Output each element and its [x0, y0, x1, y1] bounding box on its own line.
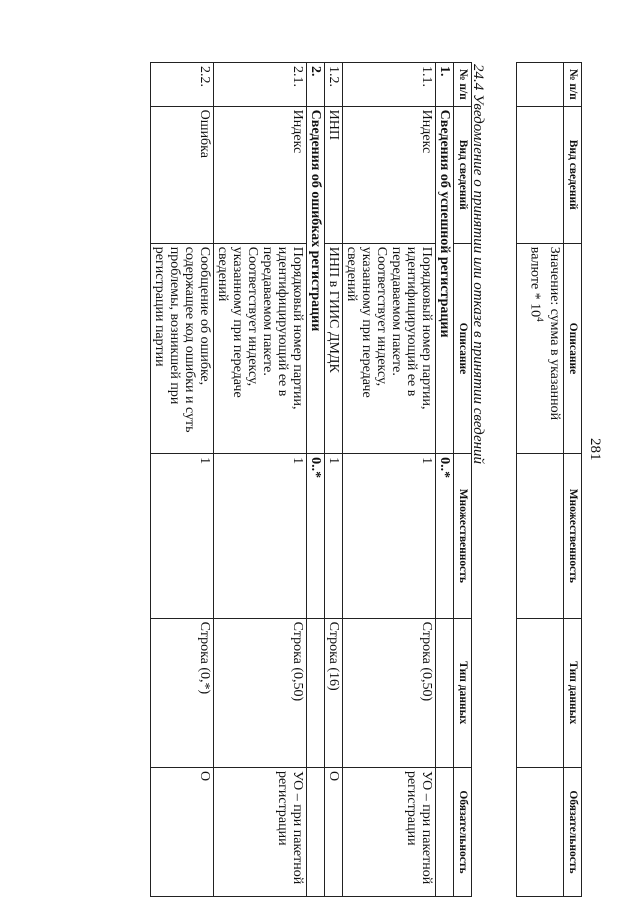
header-mult: Множественность [564, 454, 582, 619]
cell-req: О [151, 767, 214, 896]
header-req: Обязательность [454, 767, 472, 896]
cell-req [436, 767, 454, 896]
table-row [307, 63, 325, 897]
cell-mult: 0..* [307, 454, 325, 619]
cell-req [307, 767, 325, 896]
table-row [214, 63, 307, 897]
cell-num: 1.1. [343, 63, 436, 107]
cell-req: УО – при пакетной регистрации [214, 767, 307, 896]
cell-desc: Порядковый номер партии, идентифицирующий ее в передаваемом пакете. Соответствует индексу, указанному при передаче сведений [214, 243, 307, 453]
cell-desc: Порядковый номер партии, идентифицирующий ее в передаваемом пакете. Соответствует индексу, указанному при передаче сведений [343, 243, 436, 453]
desc-text: Значение: сумма в указанной валюте * 10 [527, 246, 562, 421]
header-type: Тип данных [564, 618, 582, 767]
table-row [343, 63, 436, 897]
cell-req: УО – при пакетной регистрации [343, 767, 436, 896]
table-row [151, 63, 214, 897]
desc-exponent: 4 [535, 317, 545, 322]
cell-desc: Сообщение об ошибке, содержащее код ошибки и суть проблемы, возникшей при регистрации партии [151, 243, 214, 453]
cell-req [517, 767, 564, 896]
table-header-row [454, 63, 472, 897]
cell-num: 2.1. [214, 63, 307, 107]
section-title: Сведения об успешной регистрации [436, 106, 454, 453]
page-number: 281 [587, 438, 603, 461]
notification-table [150, 62, 472, 897]
cell-mult: 0..* [436, 454, 454, 619]
cell-mult: 1 [214, 454, 307, 619]
cell-num: 1. [436, 63, 454, 107]
cell-mult: 1 [343, 454, 436, 619]
cell-num: 2. [307, 63, 325, 107]
cell-type: Строка (0,50) [343, 618, 436, 767]
cell-mult [517, 454, 564, 619]
cell-mult: 1 [325, 454, 343, 619]
cell-type [517, 618, 564, 767]
cell-type: Строка (0,50) [214, 618, 307, 767]
table-header-row [564, 63, 582, 897]
cell-num: 2.2. [151, 63, 214, 107]
header-num: № п/п [454, 63, 472, 107]
cell-req: О [325, 767, 343, 896]
cell-desc: ИНП в ГИИС ДМДК [325, 243, 343, 453]
cell-kind [517, 106, 564, 243]
header-num: № п/п [564, 63, 582, 107]
cell-kind: Ошибка [151, 106, 214, 243]
header-kind: Вид сведений [454, 106, 472, 243]
cell-mult: 1 [151, 454, 214, 619]
cell-type [436, 618, 454, 767]
header-desc: Описание [454, 243, 472, 453]
header-mult: Множественность [454, 454, 472, 619]
table-body [151, 63, 454, 897]
cell-type: Строка (16) [325, 618, 343, 767]
header-desc: Описание [564, 243, 582, 453]
header-kind: Вид сведений [564, 106, 582, 243]
cell-kind: ИНП [325, 106, 343, 243]
cell-type: Строка (0,*) [151, 618, 214, 767]
cell-desc [517, 243, 564, 453]
cell-kind: Индекс [214, 106, 307, 243]
section-title: Сведения об ошибках регистрации [307, 106, 325, 453]
cell-num [517, 63, 564, 107]
previous-table-tail [516, 62, 582, 897]
table-caption: 24.4 Уведомление о принятии или отказе в принятии сведений [470, 64, 486, 465]
cell-kind: Индекс [343, 106, 436, 243]
header-type: Тип данных [454, 618, 472, 767]
cell-num: 1.2. [325, 63, 343, 107]
table-row [517, 63, 564, 897]
header-req: Обязательность [564, 767, 582, 896]
table-row [325, 63, 343, 897]
table-row [436, 63, 454, 897]
cell-type [307, 618, 325, 767]
